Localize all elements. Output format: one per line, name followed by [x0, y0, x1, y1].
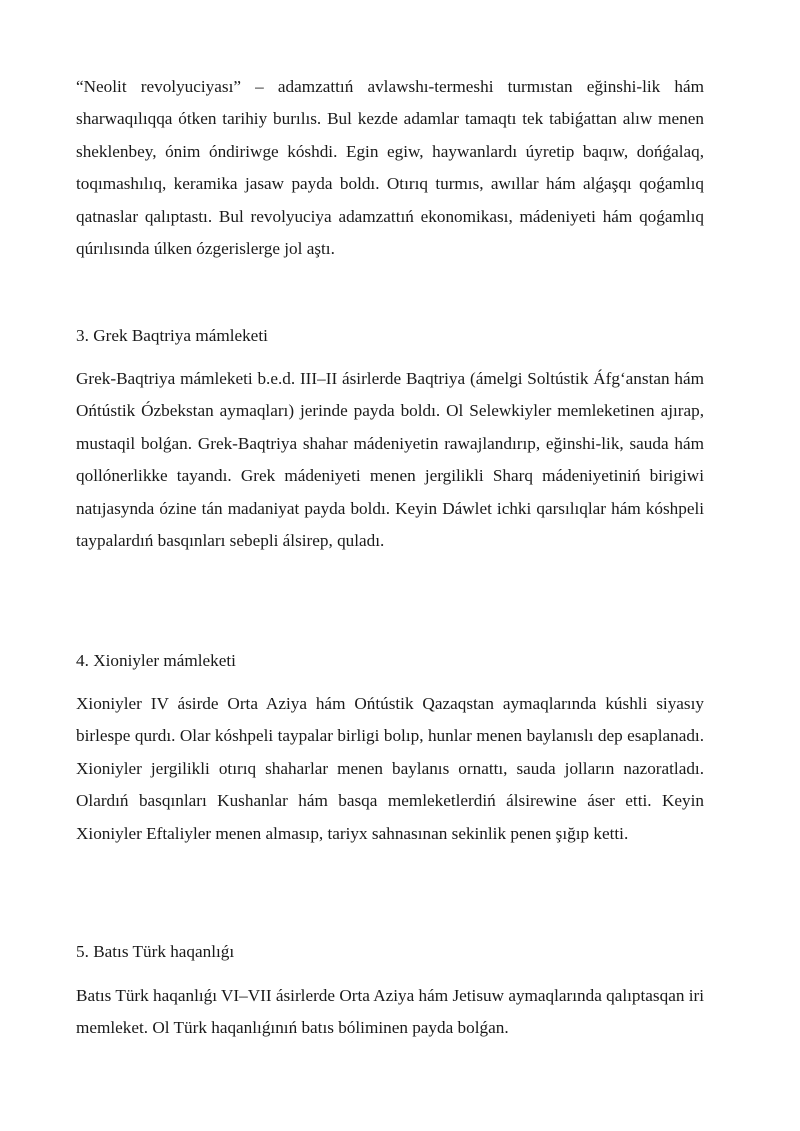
section-paragraph-batis-turk: Batıs Türk haqanlıǵı VI–VII ásirlerde Orta Aziya hám Jetisuw aymaqlarında qalıptasqan iri memleket. Ol Türk haqanlıǵınıń batıs bóliminen payda bolǵan.	[76, 986, 704, 1038]
section-heading-xioniyler: 4. Xioniyler mámleketi	[76, 651, 236, 670]
intro-paragraph: “Neolit revolyuciyası” – adamzattıń avlawshı-termeshi turmıstan eğinshi-lik hám sharwaqılıqqa ótken tarihiy burılıs. Bul kezde adamlar tamaqtı tek tabiǵattan alıw menen sheklenbey, ónim óndiriwge kóshdi. Egin egiw, haywanlardı úyretip baqıw, dońǵalaq, toqımashılıq, keramika jasaw payda boldı. Otırıq turmıs, awıllar hám alǵaşqı qoǵamlıq qatnaslar qalıptastı. Bul revolyuciya adamzattıń ekonomikası, mádeniyeti hám qoǵamlıq qúrılısında úlken ózgerislerge jol aştı.	[76, 77, 704, 259]
section-paragraph-xioniyler: Xioniyler IV ásirde Orta Aziya hám Ońtústik Qazaqstan aymaqlarında kúshli siyasıy birlespe qurdı. Olar kóshpeli taypalar birligi bolıp, hunlar menen baylanıslı dep esaplanadı. Xioniyler jergilikli otırıq shaharlar menen baylanıs ornattı, sauda jolların nazoratladı. Olardıń basqınları Kushanlar hám basqa memleketlerdiń álsirewine áser etti. Keyin Xioniyler Eftaliyler menen almasıp, tariyx sahnasınan sekinlik penen şığıp ketti.	[76, 694, 704, 843]
section-heading-grek-baqtriya: 3. Grek Baqtriya mámleketi	[76, 326, 268, 345]
section-paragraph-grek-baqtriya: Grek-Baqtriya mámleketi b.e.d. III–II ásirlerde Baqtriya (ámelgi Soltústik Áfg‘anstan hám Ońtústik Ózbekstan aymaqları) jerinde payda boldı. Ol Selewkiyler memleketinen ajırap, mustaqil bolǵan. Grek-Baqtriya shahar mádeniyetin rawajlandırıp, eğinshi-lik, sauda hám qollónerlikke tayandı. Grek mádeniyeti menen jergilikli Sharq mádeniyetiniń birigiwi natıjasynda ózine tán madaniyat payda boldı. Keyin Dáwlet ichki qarsılıqlar hám kóshpeli taypalardıń basqınları sebepli álsirep, quladı.	[76, 369, 704, 551]
section-heading-batis-turk: 5. Batıs Türk haqanlıǵı	[76, 942, 235, 961]
